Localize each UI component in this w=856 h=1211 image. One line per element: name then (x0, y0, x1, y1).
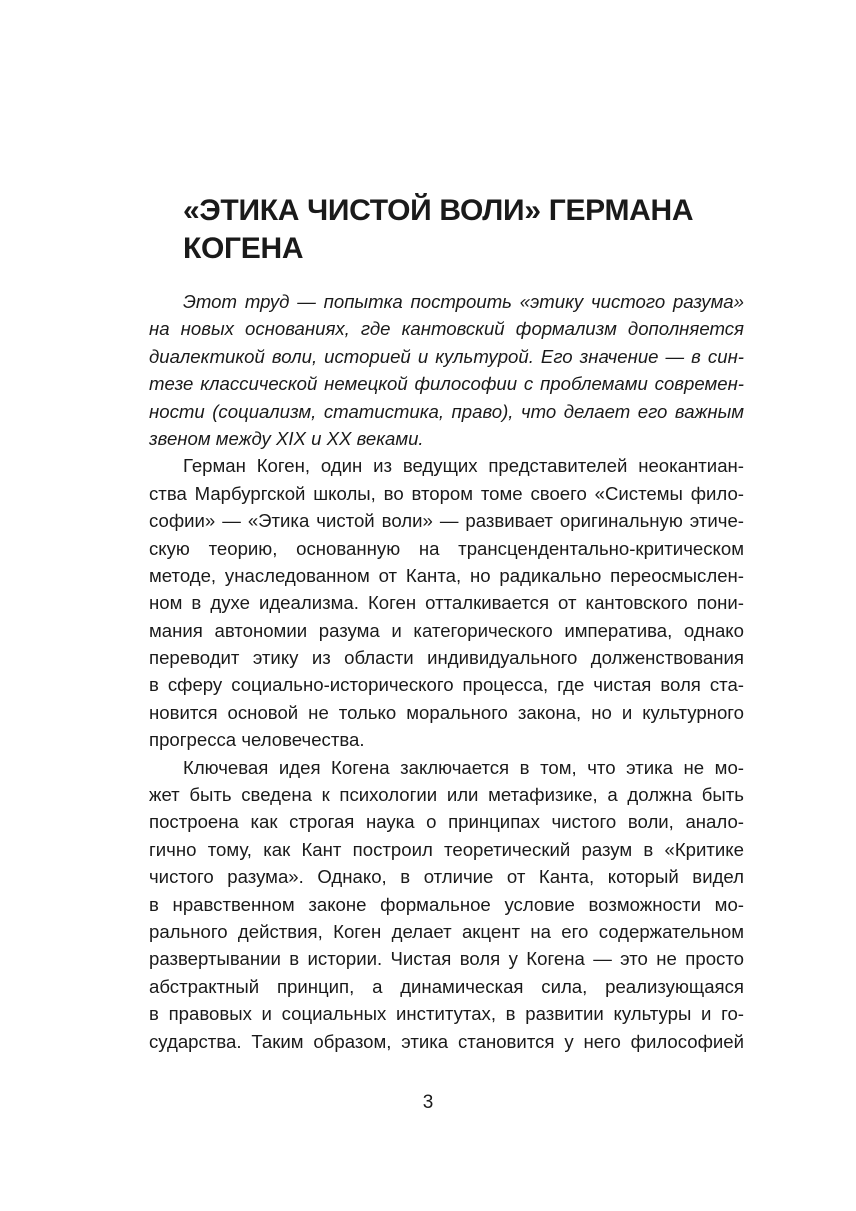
text-line: Этот труд — попытка построить «этику чистого разума» (183, 291, 744, 312)
text-line: чистого разума». Однако, в отличие от Канта, который видел (149, 866, 744, 888)
intro-paragraph (149, 288, 744, 452)
text-line: ства Марбургской школы, во втором томе своего «Системы фило- (149, 482, 744, 504)
text-line: гично тому, как Кант построил теоретический разум в «Критике (149, 838, 744, 860)
text-line: софии» — «Этика чистой воли» — развивает оригинальную этиче- (149, 510, 744, 532)
text-line: переводит этику из области индивидуального долженствования (149, 647, 744, 669)
text-line: скую теорию, основанную на трансцендентально-критическом (149, 537, 744, 559)
text-line: новится основой не только морального закона, но и культурного (149, 701, 744, 723)
body-paragraph (149, 754, 744, 1055)
text-line: Герман Коген, один из ведущих представителей неокантиан- (183, 455, 744, 477)
text-line: прогресса человечества. (149, 729, 365, 751)
text-line: Ключевая идея Когена заключается в том, что этика не мо- (183, 756, 744, 778)
text-line: развертывании в истории. Чистая воля у Когена — это не просто (149, 948, 744, 970)
text-line: звеном между XIX и XX веками. (149, 427, 424, 449)
text-line: абстрактный принцип, а динамическая сила, реализующаяся (149, 975, 744, 997)
text-line: в нравственном законе формальное условие возможности мо- (149, 893, 744, 915)
text-line: построена как строгая наука о принципах чистого воли, анало- (149, 811, 744, 833)
text-line: мания автономии разума и категорического императива, однако (149, 619, 744, 641)
text-line: в правовых и социальных институтах, в развитии культуры и го- (149, 1003, 744, 1025)
text-line: диалектикой воли, историей и культурой. Его значение — в син- (149, 345, 744, 367)
chapter-title (183, 192, 743, 268)
text-line: жет быть сведена к психологии или метафизике, а должна быть (149, 784, 744, 806)
chapter-title-line: КОГЕНА (183, 232, 304, 265)
body-paragraph (149, 452, 744, 753)
text-line: ности (социализм, статистика, право), что делает его важным (149, 400, 744, 422)
page-number: 3 (422, 1092, 434, 1113)
chapter-title-line: «ЭТИКА ЧИСТОЙ ВОЛИ» ГЕРМАНА (183, 194, 694, 227)
body-text (149, 288, 744, 1055)
text-line: на новых основаниях, где кантовский формализм дополняется (149, 318, 744, 340)
text-line: рального действия, Коген делает акцент на его содержательном (149, 920, 744, 942)
text-line: методе, унаследованном от Канта, но радикально переосмыслен- (149, 564, 744, 586)
text-line: ном в духе идеализма. Коген отталкивается от кантовского пони- (149, 592, 744, 614)
text-line: сударства. Таким образом, этика становится у него философией (149, 1030, 744, 1052)
text-line: тезе классической немецкой философии с проблемами современ- (149, 373, 744, 395)
text-line: в сферу социально-исторического процесса, где чистая воля ста- (149, 674, 744, 696)
